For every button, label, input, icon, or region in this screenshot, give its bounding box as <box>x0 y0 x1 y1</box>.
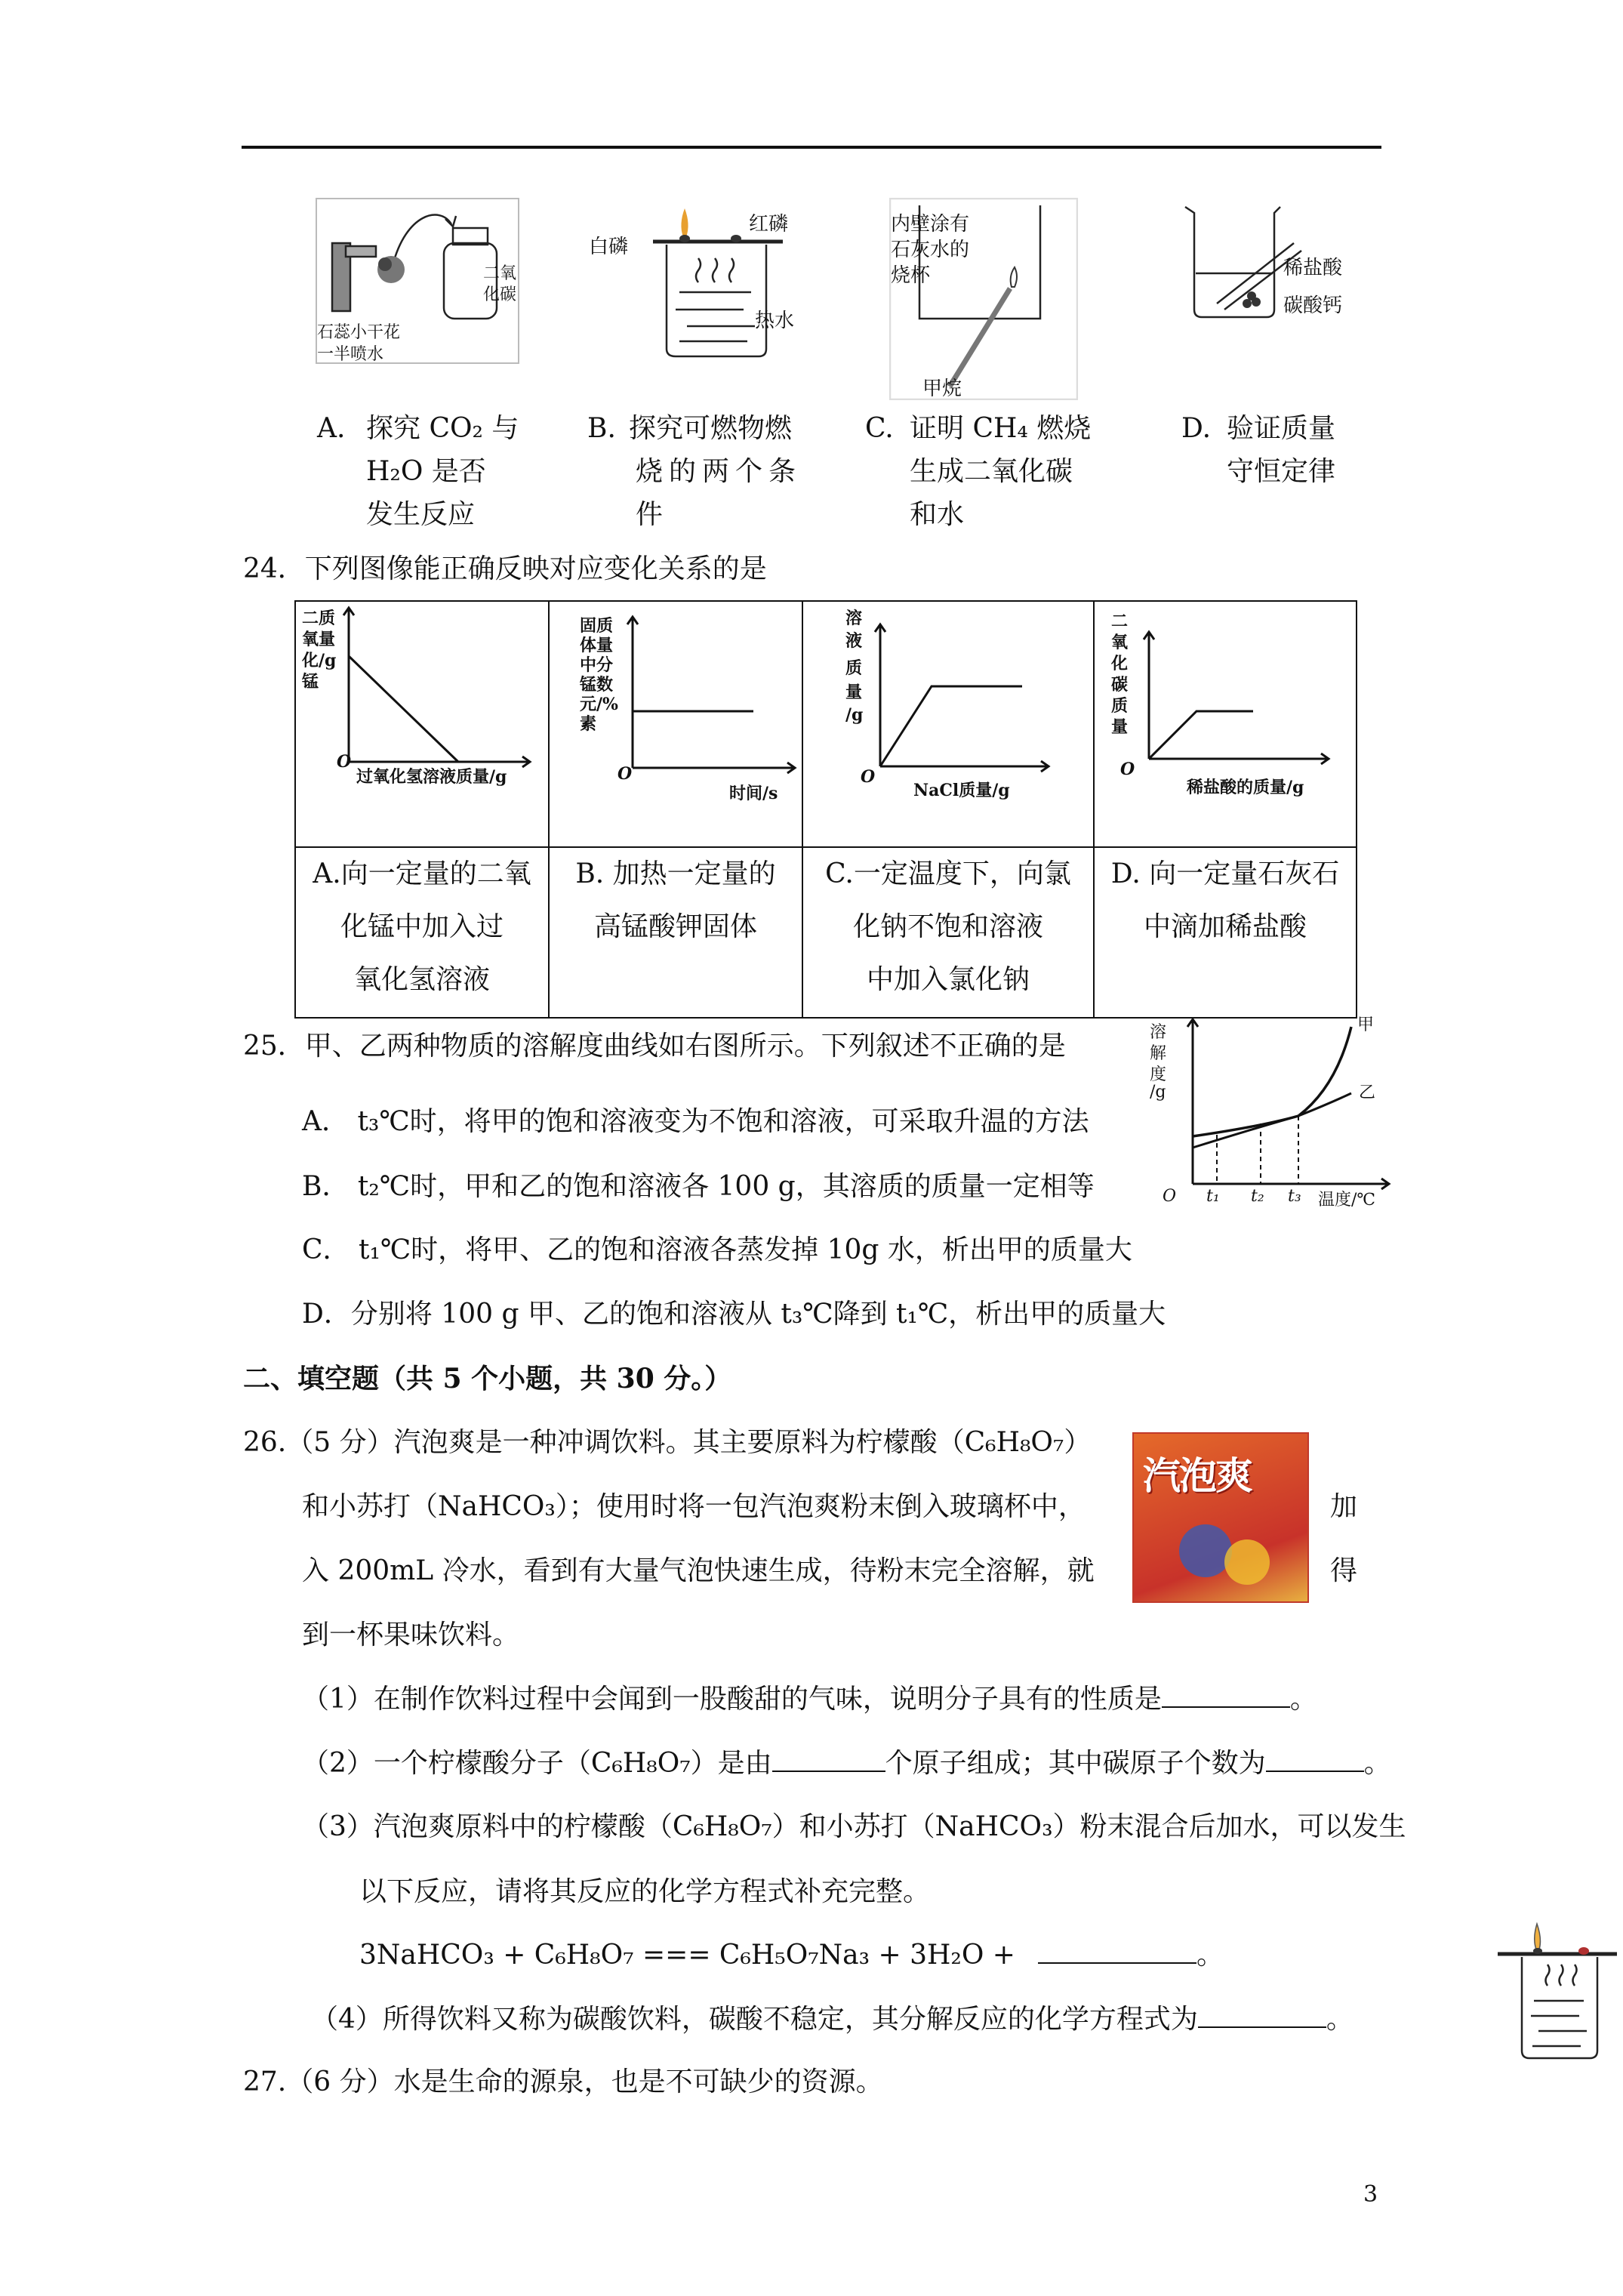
q23-a-label-flower1: 石蕊小干花 <box>317 323 401 342</box>
q25-option-d: D．分别将 100 g 甲、乙的饱和溶液从 t₃℃降到 t₁℃，析出甲的质量大 <box>302 1299 1166 1330</box>
q24-caption-b-line1: B. 加热一定量的 <box>575 858 776 889</box>
q25-tick-t2: t₂ <box>1251 1187 1264 1206</box>
q23-b-label-hot-water: 热水 <box>755 310 795 332</box>
q24-d-ylabel-1: 二 <box>1111 612 1129 631</box>
q24-graph-d <box>1095 602 1356 843</box>
q26-line3a: 入 200mL 冷水，看到有大量气泡快速生成，待粉末完全溶解，就 <box>302 1555 1095 1586</box>
q26-sub1-end: 。 <box>1289 1684 1317 1715</box>
product-photo-title: 汽泡爽 <box>1143 1454 1252 1498</box>
q25-option-c: C． t₁℃时，将甲、乙的饱和溶液各蒸发掉 10g 水，析出甲的质量大 <box>302 1234 1132 1265</box>
q26-sub4-text: （4）所得饮料又称为碳酸饮料，碳酸不稳定，其分解反应的化学方程式为 <box>311 2004 1198 2035</box>
q26-sub3-line1: （3）汽泡爽原料中的柠檬酸（C₆H₈O₇）和小苏打（NaHCO₃）粉末混合后加水，可以发生 <box>302 1811 1406 1842</box>
q25-option-a: A． t₃℃时，将甲的饱和溶液变为不饱和溶液，可采取升温的方法 <box>302 1106 1089 1137</box>
q24-caption-d-line2: 中滴加稀盐酸 <box>1143 911 1307 942</box>
q23-d-label-caco3: 碳酸钙 <box>1283 294 1343 317</box>
q24-caption-a-line3: 氧化氢溶液 <box>353 964 490 995</box>
q26-equation <box>359 1940 1224 1971</box>
q24-caption-b <box>549 847 802 1018</box>
q24-c-ylabel-2: 液 <box>845 631 863 651</box>
q23-option-d-line1: 验证质量 <box>1227 413 1336 444</box>
q26-blank-2a[interactable] <box>772 1771 885 1772</box>
q23-option-a-line2: H₂O 是否 <box>366 456 486 487</box>
q25-xlabel: 温度/℃ <box>1318 1191 1376 1210</box>
q26-sub2-text-b: 个原子组成；其中碳原子个数为 <box>885 1748 1266 1779</box>
q25-solubility-graph <box>1147 1012 1397 1216</box>
q26-sub2-text-a: （2）一个柠檬酸分子（C₆H₈O₇）是由 <box>302 1748 772 1779</box>
q23-a-label-gas1: 二氧 <box>483 264 517 283</box>
q24-a-ylabel-col3: 化/g <box>302 651 337 670</box>
q26-blank-4[interactable] <box>1198 2026 1326 2028</box>
q24-caption-a <box>295 847 549 1018</box>
q26-line1: 26.（5 分）汽泡爽是一种冲调饮料。其主要原料为柠檬酸（C₆H₈O₇） <box>243 1427 1092 1458</box>
q24-d-ylabel-6: 量 <box>1111 717 1129 737</box>
q23-option-c-label: C. <box>865 413 894 444</box>
section2-heading: 二、填空题（共 5 个小题，共 30 分。） <box>243 1363 732 1395</box>
q24-caption-a-line1: A.向一定量的二氧 <box>313 858 531 889</box>
q23-option-c-line3: 和水 <box>910 499 965 530</box>
q23-c-label-1: 内壁涂有 <box>891 213 970 236</box>
q24-d-ylabel-2: 氧 <box>1111 633 1129 652</box>
q26-blank-3[interactable] <box>1038 1962 1196 1964</box>
q24-b-origin: O <box>617 764 633 784</box>
q24-c-ylabel-1: 溶 <box>845 609 863 628</box>
q24-caption-c-line3: 中加入氯化钠 <box>866 964 1030 995</box>
q25-ylabel-4: /g <box>1150 1083 1166 1102</box>
q25-tick-t3: t₃ <box>1288 1187 1301 1206</box>
q24-caption-c-line1: C.一定温度下，向氯 <box>825 858 1071 889</box>
q26-sub4 <box>311 2005 1354 2035</box>
q26-line4: 到一杯果味饮料。 <box>302 1620 520 1650</box>
q24-caption-c-line2: 化钠不饱和溶液 <box>852 911 1043 942</box>
q23-b-label-red-p: 红磷 <box>749 213 789 236</box>
q25-series-yi: 乙 <box>1359 1083 1376 1102</box>
q26-blank-1[interactable] <box>1162 1706 1290 1708</box>
q23-option-c-line1: 证明 CH₄ 燃烧 <box>910 413 1092 444</box>
q25-ylabel-3: 度 <box>1150 1065 1167 1084</box>
q24-a-ylabel-col2: 氧量 <box>302 630 336 649</box>
q24-b-xlabel: 时间/s <box>729 784 778 803</box>
q23-option-b-line1: 探究可燃物燃 <box>629 413 793 444</box>
q23-b-label-white-p: 白磷 <box>589 236 629 258</box>
q23-option-a-line3: 发生反应 <box>366 499 476 530</box>
q23-c-label-3: 烧杯 <box>891 264 931 287</box>
q24-a-ylabel-col1: 二质 <box>302 609 336 628</box>
q23-d-label-hcl: 稀盐酸 <box>1283 257 1343 279</box>
q26-sub2-end: 。 <box>1363 1748 1391 1779</box>
q24-c-origin: O <box>861 767 876 787</box>
q23-option-a-label: A. <box>317 413 346 444</box>
q24-d-ylabel-4: 碳 <box>1111 675 1129 695</box>
q24-graph-table <box>294 600 1357 1019</box>
q24-d-origin: O <box>1120 760 1135 779</box>
q23-option-a-line1: 探究 CO₂ 与 <box>366 413 519 444</box>
q24-stem: 24．下列图像能正确反映对应变化关系的是 <box>243 553 767 584</box>
q24-b-ylabel-col1: 固质 <box>580 616 614 636</box>
q24-b-ylabel-col4: 锰数 <box>580 675 614 695</box>
q24-b-ylabel-col5: 元/% <box>580 695 618 714</box>
q24-caption-a-line2: 化锰中加入过 <box>340 911 504 942</box>
q26-sub1 <box>302 1684 1317 1715</box>
q25-ylabel-2: 解 <box>1150 1044 1167 1063</box>
q23-option-c-line2: 生成二氧化碳 <box>910 456 1073 487</box>
q25-stem: 25．甲、乙两种物质的溶解度曲线如右图所示。下列叙述不正确的是 <box>243 1031 1066 1062</box>
q26-line2a: 和小苏打（NaHCO₃）；使用时将一包汽泡爽粉末倒入玻璃杯中， <box>302 1491 1086 1522</box>
page-number: 3 <box>1363 2181 1378 2208</box>
q27-stem: 27.（6 分）水是生命的源泉，也是不可缺少的资源。 <box>243 2066 883 2097</box>
q23-a-label-gas2: 化碳 <box>483 285 517 304</box>
q26-blank-2b[interactable] <box>1266 1771 1364 1772</box>
q23-c-label-methane: 甲烷 <box>922 378 962 400</box>
q24-a-xlabel: 过氧化氢溶液质量/g <box>356 767 507 787</box>
q25-option-b: B． t₂℃时，甲和乙的饱和溶液各 100 g，其溶质的质量一定相等 <box>302 1171 1095 1202</box>
q26-sub3-line2: 以下反应，请将其反应的化学方程式补充完整。 <box>359 1876 931 1907</box>
q24-d-ylabel-5: 质 <box>1111 696 1129 716</box>
q26-sub4-end: 。 <box>1326 2004 1354 2035</box>
q24-a-origin: O <box>337 752 352 772</box>
q24-b-ylabel-col2: 体量 <box>580 636 614 655</box>
q23-option-d-line2: 守恒定律 <box>1227 456 1336 487</box>
q23-option-b-line2: 烧的两个条 <box>636 456 802 487</box>
q26-sub2 <box>302 1749 1391 1779</box>
q24-d-xlabel: 稀盐酸的质量/g <box>1187 778 1304 797</box>
q24-b-ylabel-col6: 素 <box>580 714 597 734</box>
q23-option-b-label: B. <box>587 413 616 444</box>
q24-caption-b-line2: 高锰酸钾固体 <box>593 911 757 942</box>
q24-caption-c <box>802 847 1094 1018</box>
q26-line3b: 得 <box>1330 1555 1358 1586</box>
product-photo <box>1132 1432 1309 1603</box>
beaker-icon <box>1495 1918 1623 2069</box>
q24-c-ylabel-4: 量 <box>845 683 863 702</box>
q24-c-ylabel-3: 质 <box>845 658 863 678</box>
q24-c-ylabel-5: /g <box>845 705 864 725</box>
q23-option-d-label: D. <box>1181 413 1212 444</box>
q26-sub1-text: （1）在制作饮料过程中会闻到一股酸甜的气味，说明分子具有的性质是 <box>302 1684 1162 1715</box>
q23-c-label-2: 石灰水的 <box>891 239 970 261</box>
q24-b-ylabel-col3: 中分 <box>580 655 614 675</box>
q25-origin: O <box>1163 1187 1177 1206</box>
header-rule <box>242 146 1381 149</box>
q24-caption-d <box>1094 847 1357 1018</box>
q24-caption-d-line1: D. 向一定量石灰石 <box>1110 858 1340 889</box>
q26-line2b: 加 <box>1330 1491 1358 1522</box>
q23-a-label-flower2: 一半喷水 <box>317 345 384 364</box>
q24-a-ylabel-col4: 锰 <box>302 672 319 692</box>
q23-option-b-line3: 件 <box>636 499 664 530</box>
q26-equation-text: 3NaHCO₃ + C₆H₈O₇ === C₆H₅O₇Na₃ + 3H₂O + <box>359 1940 1015 1971</box>
q24-d-ylabel-3: 化 <box>1111 654 1129 673</box>
q24-c-xlabel: NaCl质量/g <box>913 781 1010 800</box>
q26-equation-end: 。 <box>1196 1940 1224 1971</box>
q25-series-jia: 甲 <box>1357 1015 1375 1034</box>
q25-ylabel-1: 溶 <box>1150 1023 1167 1042</box>
q23-figure-d <box>1178 198 1374 326</box>
q25-tick-t1: t₁ <box>1206 1187 1220 1206</box>
